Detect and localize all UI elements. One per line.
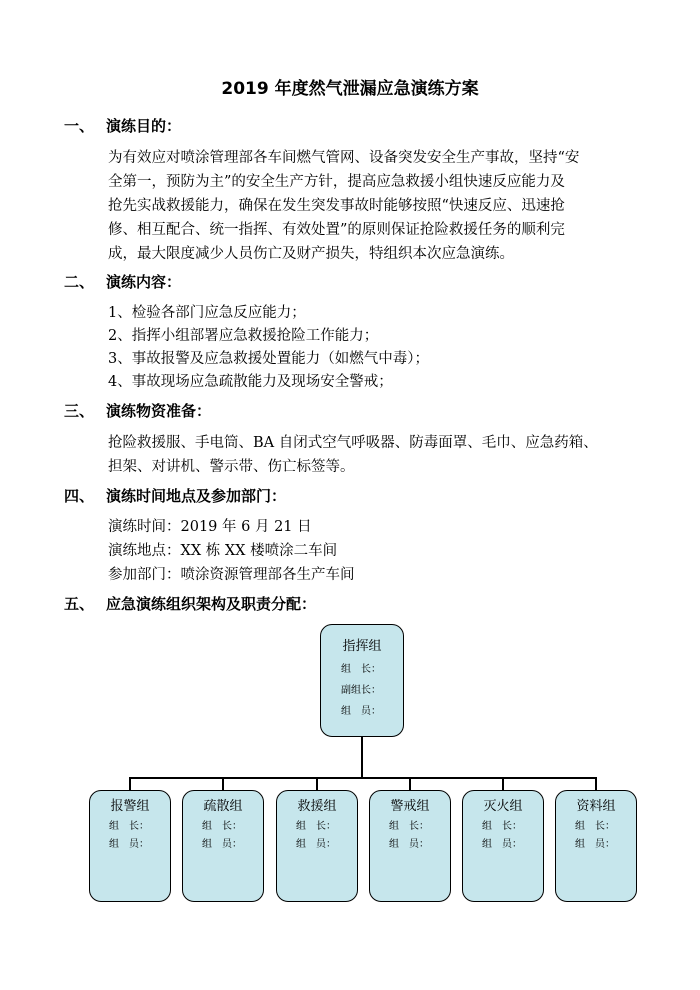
org-node-name: 救援组	[297, 799, 337, 814]
purpose-line: 为有效应对喷涂管理部各车间燃气管网、设备突发安全生产事故，坚持“安	[108, 150, 580, 166]
org-node-cordon	[369, 790, 451, 902]
materials-line: 担架、对讲机、警示带、伤亡标签等。	[108, 459, 355, 475]
org-node-rescue	[276, 790, 358, 902]
org-node-field: 组 员：	[109, 839, 149, 850]
purpose-line: 成，最大限度减少人员伤亡及财产损失，特组织本次应急演练。	[108, 246, 514, 262]
org-node-field: 组 长：	[109, 821, 149, 832]
org-node-field: 组 长：	[202, 821, 242, 832]
section-heading-5	[64, 593, 316, 614]
section-heading-4	[64, 485, 286, 506]
org-node-name: 警戒组	[390, 799, 430, 814]
connector-line	[316, 777, 318, 791]
section-title: 演练目的：	[106, 117, 182, 135]
section-title: 演练物资准备：	[106, 402, 212, 420]
org-node-field: 组 长：	[482, 821, 522, 832]
org-node-name: 灭火组	[483, 799, 523, 814]
org-node-field: 组 员：	[482, 839, 522, 850]
section-heading-1	[64, 115, 181, 136]
section-heading-2	[64, 271, 181, 292]
connector-line	[129, 777, 131, 791]
org-node-name: 资料组	[576, 799, 616, 814]
schedule-line: 演练地点：XX 栋 XX 楼喷涂二车间	[108, 543, 338, 559]
schedule-line: 演练时间：2019 年 6 月 21 日	[108, 519, 312, 535]
org-node-field: 组 员：	[575, 839, 615, 850]
section-title: 演练内容：	[106, 273, 182, 291]
org-node-commander	[320, 624, 404, 737]
section-heading-3	[64, 400, 211, 421]
org-node-field: 副组长：	[341, 685, 381, 696]
org-node-field: 组 员：	[341, 706, 381, 717]
section-title: 应急演练组织架构及职责分配：	[106, 595, 317, 613]
content-item: 4、事故现场应急疏散能力及现场安全警戒；	[108, 374, 393, 390]
connector-line	[361, 737, 363, 778]
connector-line	[129, 777, 596, 779]
org-node-name: 疏散组	[203, 799, 243, 814]
connector-line	[222, 777, 224, 791]
org-node-evacuation	[182, 790, 264, 902]
purpose-line: 修、相互配合、统一指挥、有效处置”的原则保证抢险救援任务的顺利完	[108, 222, 565, 238]
content-item: 1、检验各部门应急反应能力；	[108, 305, 306, 321]
document-title: 2019 年度然气泄漏应急演练方案	[221, 79, 479, 99]
section-number: 五、	[64, 595, 95, 613]
connector-line	[409, 777, 411, 791]
org-node-field: 组 长：	[575, 821, 615, 832]
connector-line	[502, 777, 504, 791]
section-number: 四、	[64, 487, 95, 505]
section-number: 一、	[64, 117, 95, 135]
org-node-name: 指挥组	[342, 639, 382, 654]
org-node-name: 报警组	[110, 799, 150, 814]
org-node-field: 组 员：	[202, 839, 242, 850]
purpose-line: 全第一，预防为主”的安全生产方针，提高应急救援小组快速反应能力及	[108, 174, 565, 190]
content-item: 3、事故报警及应急救援处置能力（如燃气中毒）；	[108, 351, 429, 367]
connector-line	[595, 777, 597, 791]
org-node-field: 组 员：	[296, 839, 336, 850]
org-node-field: 组 员：	[389, 839, 429, 850]
materials-line: 抢险救援服、手电筒、BA 自闭式空气呼吸器、防毒面罩、毛巾、应急药箱、	[108, 435, 598, 451]
org-node-alarm	[89, 790, 171, 902]
org-node-field: 组 长：	[389, 821, 429, 832]
section-title: 演练时间地点及参加部门：	[106, 487, 287, 505]
org-node-field: 组 长：	[341, 664, 381, 675]
schedule-line: 参加部门：喷涂资源管理部各生产车间	[108, 567, 355, 583]
section-number: 二、	[64, 273, 95, 291]
org-node-field: 组 长：	[296, 821, 336, 832]
org-node-firefighting	[462, 790, 544, 902]
section-number: 三、	[64, 402, 95, 420]
purpose-line: 抢先实战救援能力，确保在发生突发事故时能够按照“快速反应、迅速抢	[108, 198, 565, 214]
org-node-records	[555, 790, 637, 902]
content-item: 2、指挥小组部署应急救援抢险工作能力；	[108, 328, 379, 344]
